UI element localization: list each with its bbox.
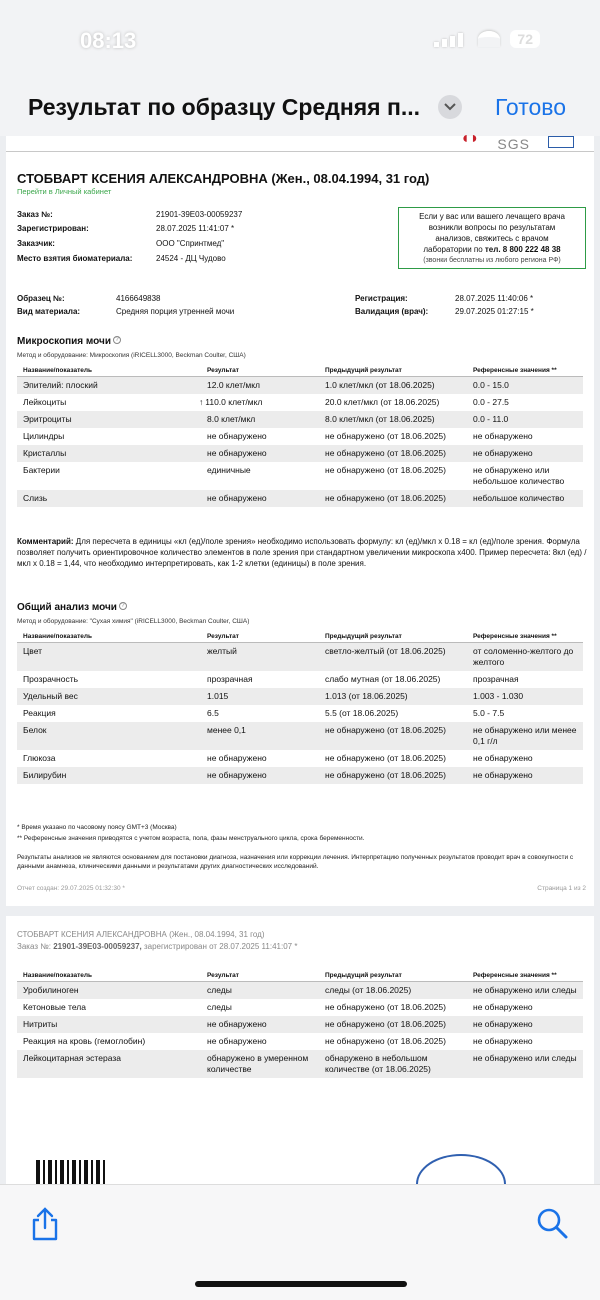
col-ref: Референсные значения ** xyxy=(467,970,583,982)
general-title-text: Общий анализ мочи xyxy=(17,602,117,613)
cell-ref xyxy=(467,750,583,767)
cell-text: 5.5 (от 18.06.2025) xyxy=(325,708,399,718)
cell-text: не обнаружено (от 18.06.2025) xyxy=(325,1036,446,1046)
cell-prev xyxy=(319,411,467,428)
cell-name xyxy=(17,688,201,705)
cell-text: не обнаружено или небольшое количество xyxy=(473,465,565,486)
cell-text: 1.015 xyxy=(207,691,229,701)
cell-ref xyxy=(467,1016,583,1033)
cell-name xyxy=(17,999,201,1016)
signal-icon xyxy=(434,31,468,47)
status-icons xyxy=(434,30,540,48)
cell-name xyxy=(17,462,201,490)
cell-text: от соломенно-желтого до желтого xyxy=(473,646,574,667)
cell-prev xyxy=(319,671,467,688)
cell-text: прозрачная xyxy=(207,674,253,684)
cell-prev xyxy=(319,1016,467,1033)
order-value: 21901-39E03-00059237 xyxy=(156,210,243,219)
cell-prev xyxy=(319,490,467,507)
registered-value: 28.07.2025 11:41:07 * xyxy=(156,224,235,233)
cell-prev xyxy=(319,688,467,705)
general-table xyxy=(17,631,583,784)
cell-text: не обнаружено xyxy=(207,770,267,780)
cell-text: 12.0 клет/мкл xyxy=(207,380,260,390)
table-row xyxy=(17,982,583,1000)
col-prev: Предыдущий результат xyxy=(319,631,467,643)
order-prefix: Заказ №: xyxy=(17,942,54,951)
cell-name xyxy=(17,750,201,767)
cell-text: Слизь xyxy=(23,493,48,503)
cell-text: 20.0 клет/мкл (от 18.06.2025) xyxy=(325,397,440,407)
info-line: анализов, свяжитесь с врачом xyxy=(435,234,549,243)
contact-info-box xyxy=(398,207,586,269)
info-text: лаборатории по xyxy=(423,245,485,254)
info-line: Если у вас или вашего лечащего врача xyxy=(419,212,565,221)
cell-text: Эпителий: плоский xyxy=(23,380,98,390)
cell-text: не обнаружено xyxy=(207,753,267,763)
cell-result xyxy=(201,643,319,672)
cell-text: не обнаружено или менее 0,1 г/л xyxy=(473,725,577,746)
cell-text: не обнаружено (от 18.06.2025) xyxy=(325,1002,446,1012)
col-name: Название/показатель xyxy=(17,970,201,982)
time-footnote: * Время указано по часовому поясу GMT+3 (Москва) xyxy=(17,824,177,831)
cell-text: небольшое количество xyxy=(473,493,565,503)
cell-ref xyxy=(467,671,583,688)
cell-text: не обнаружено (от 18.06.2025) xyxy=(325,770,446,780)
cell-result xyxy=(201,445,319,462)
cell-text: 1.003 - 1.030 xyxy=(473,691,524,701)
cell-text: не обнаружено (от 18.06.2025) xyxy=(325,1019,446,1029)
cell-ref xyxy=(467,1050,583,1078)
cell-text: Прозрачность xyxy=(23,674,79,684)
status-bar xyxy=(0,0,600,80)
customer-label: Заказчик: xyxy=(17,239,55,248)
cell-text: не обнаружено (от 18.06.2025) xyxy=(325,431,446,441)
cell-text: Белок xyxy=(23,725,47,735)
cell-prev xyxy=(319,705,467,722)
cell-name xyxy=(17,643,201,672)
chevron-down-icon[interactable] xyxy=(438,95,462,119)
table-row xyxy=(17,377,583,395)
cell-ref xyxy=(467,688,583,705)
arrow-up-icon: ↑ xyxy=(199,397,204,407)
cell-result xyxy=(201,490,319,507)
comment xyxy=(17,536,587,569)
sample-label: Образец №: xyxy=(17,294,65,303)
report-created: Отчет создан: 29.07.2025 01:32:30 * xyxy=(17,885,125,892)
col-result: Результат xyxy=(201,631,319,643)
cell-text: не обнаружено xyxy=(473,1002,533,1012)
table-row xyxy=(17,643,583,672)
info-line: возникли вопросы по результатам xyxy=(428,223,556,232)
cell-text: не обнаружено xyxy=(473,1019,533,1029)
table-row xyxy=(17,411,583,428)
cell-prev xyxy=(319,394,467,411)
micro-method: Метод и оборудование: Микроскопия (iRICELL3000, Beckman Coulter, США) xyxy=(17,352,246,359)
col-ref: Референсные значения ** xyxy=(467,365,583,377)
cell-text: Кетоновые тела xyxy=(23,1002,86,1012)
col-prev: Предыдущий результат xyxy=(319,970,467,982)
cell-text: 8.0 клет/мкл (от 18.06.2025) xyxy=(325,414,435,424)
qr-code xyxy=(36,1160,106,1184)
cell-ref xyxy=(467,411,583,428)
cell-result xyxy=(201,428,319,445)
cell-text: не обнаружено (от 18.06.2025) xyxy=(325,725,446,735)
cell-text: следы xyxy=(207,985,232,995)
cell-ref xyxy=(467,490,583,507)
document-page-2 xyxy=(6,916,594,1184)
cell-result xyxy=(201,767,319,784)
table-row xyxy=(17,688,583,705)
cell-name xyxy=(17,671,201,688)
cell-text: 6.5 xyxy=(207,708,219,718)
cell-text: не обнаружено xyxy=(473,753,533,763)
cell-text: светло-желтый (от 18.06.2025) xyxy=(325,646,446,656)
cell-result xyxy=(201,394,319,411)
cell-prev xyxy=(319,377,467,395)
cell-text: Уробилиноген xyxy=(23,985,79,995)
ref-footnote: ** Референсные значения приводятся с учетом возраста, пола, фазы менструального цикла, срока беременности. xyxy=(17,835,365,842)
search-icon[interactable] xyxy=(536,1207,568,1244)
order-suffix: зарегистрирован от 28.07.2025 11:41:07 * xyxy=(141,942,298,951)
cell-text: не обнаружено xyxy=(473,431,533,441)
micro-section-title xyxy=(17,336,121,347)
cell-text: не обнаружено (от 18.06.2025) xyxy=(325,448,446,458)
table-row xyxy=(17,705,583,722)
general-section-title xyxy=(17,602,127,613)
info-note: (звонки бесплатны из любого региона РФ) xyxy=(423,257,561,264)
cell-result xyxy=(201,705,319,722)
cell-text: не обнаружено (от 18.06.2025) xyxy=(325,753,446,763)
cell-text: Цвет xyxy=(23,646,43,656)
cell-ref xyxy=(467,722,583,750)
cell-name xyxy=(17,377,201,395)
cell-text: Лейкоцитарная эстераза xyxy=(23,1053,121,1063)
page2-table xyxy=(17,970,583,1078)
cell-text: Билирубин xyxy=(23,770,67,780)
cell-text: прозрачная xyxy=(473,674,519,684)
cell-text: следы xyxy=(207,1002,232,1012)
cell-text: 1.0 клет/мкл (от 18.06.2025) xyxy=(325,380,435,390)
document-title[interactable]: Результат по образцу Средняя п... xyxy=(28,94,421,120)
cell-name xyxy=(17,705,201,722)
cell-result xyxy=(201,1016,319,1033)
cell-text: 8.0 клет/мкл xyxy=(207,414,256,424)
page2-order xyxy=(17,942,297,951)
cell-ref xyxy=(467,705,583,722)
col-ref: Референсные значения ** xyxy=(467,631,583,643)
cell-text: Эритроциты xyxy=(23,414,72,424)
cell-text: Удельный вес xyxy=(23,691,78,701)
cell-ref xyxy=(467,377,583,395)
cell-ref xyxy=(467,394,583,411)
cell-prev xyxy=(319,750,467,767)
valid-label: Валидация (врач): xyxy=(355,307,429,316)
cell-text: не обнаружено или следы xyxy=(473,1053,577,1063)
cell-name xyxy=(17,982,201,1000)
cell-name xyxy=(17,1050,201,1078)
cell-text: 0.0 - 11.0 xyxy=(473,414,509,424)
table-row xyxy=(17,722,583,750)
patient-name: СТОБВАРТ КСЕНИЯ АЛЕКСАНДРОВНА (Жен., 08.04.1994, 31 год) xyxy=(17,171,430,186)
phone-number[interactable]: тел. 8 800 222 48 38 xyxy=(484,245,561,254)
table-row xyxy=(17,750,583,767)
general-method: Метод и оборудование: "Сухая химия" (iRICELL3000, Beckman Coulter, США) xyxy=(17,618,250,625)
order-number: 21901-39E03-00059237, xyxy=(53,942,142,951)
home-indicator[interactable] xyxy=(195,1281,407,1287)
cell-result xyxy=(201,411,319,428)
cell-prev xyxy=(319,722,467,750)
cell-text: Глюкоза xyxy=(23,753,56,763)
cell-text: 5.0 - 7.5 xyxy=(473,708,505,718)
cell-text: обнаружено в умеренном количестве xyxy=(207,1053,309,1074)
cell-name xyxy=(17,767,201,784)
table-row xyxy=(17,490,583,507)
col-prev: Предыдущий результат xyxy=(319,365,467,377)
page-number: Страница 1 из 2 xyxy=(537,885,586,892)
cell-prev xyxy=(319,428,467,445)
cell-result xyxy=(201,1033,319,1050)
cell-result xyxy=(201,982,319,1000)
cell-text: 0.0 - 27.5 xyxy=(473,397,509,407)
sgs-logo: SGS xyxy=(497,136,530,152)
customer-value: ООО "Спринтмед" xyxy=(156,239,225,248)
cell-text: не обнаружено xyxy=(207,1036,267,1046)
sample-value: 4166649838 xyxy=(116,294,161,303)
cell-text: не обнаружено xyxy=(207,431,267,441)
cell-result xyxy=(201,671,319,688)
cell-ref xyxy=(467,1033,583,1050)
cell-name xyxy=(17,428,201,445)
place-label: Место взятия биоматериала: xyxy=(17,254,133,263)
cell-text: 110.0 клет/мкл xyxy=(205,397,263,407)
cell-prev xyxy=(319,445,467,462)
cell-prev xyxy=(319,999,467,1016)
cell-text: единичные xyxy=(207,465,251,475)
clock: 08:13 xyxy=(80,28,137,53)
help-icon[interactable]: ? xyxy=(119,602,127,610)
title-bar xyxy=(0,80,600,136)
cell-text: менее 0,1 xyxy=(207,725,246,735)
divider xyxy=(6,151,594,152)
table-row xyxy=(17,428,583,445)
table-row xyxy=(17,671,583,688)
table-row xyxy=(17,394,583,411)
cell-text: не обнаружено (от 18.06.2025) xyxy=(325,493,446,503)
cell-text: не обнаружено xyxy=(207,1019,267,1029)
battery-icon: 72 xyxy=(510,30,540,48)
cell-text: Реакция xyxy=(23,708,56,718)
table-row xyxy=(17,462,583,490)
cell-prev xyxy=(319,1050,467,1078)
cell-result xyxy=(201,688,319,705)
cell-text: не обнаружено xyxy=(207,493,267,503)
cell-ref xyxy=(467,982,583,1000)
cell-text: Лейкоциты xyxy=(23,397,67,407)
cell-prev xyxy=(319,462,467,490)
col-name: Название/показатель xyxy=(17,631,201,643)
cell-text: Цилиндры xyxy=(23,431,65,441)
lab-logo: ◖◗ xyxy=(460,130,480,147)
cell-name xyxy=(17,445,201,462)
col-result: Результат xyxy=(201,365,319,377)
help-icon[interactable]: ? xyxy=(113,336,121,344)
cell-text: Бактерии xyxy=(23,465,60,475)
bottom-toolbar xyxy=(0,1184,600,1300)
order-label: Заказ №: xyxy=(17,210,53,219)
cell-text: обнаружено в небольшом количестве (от 18.06.2025) xyxy=(325,1053,431,1074)
cell-text: слабо мутная (от 18.06.2025) xyxy=(325,674,441,684)
col-result: Результат xyxy=(201,970,319,982)
disclaimer: Результаты анализов не являются основанием для постановки диагноза, назначения или коррекции лечения. Интерпретацию полученных результатов проводит врач в совокупности с данными анамнеза, клиническими данными и результатами других диагностических исследований. xyxy=(17,854,574,870)
cell-text: Нитриты xyxy=(23,1019,58,1029)
cell-text: не обнаружено xyxy=(473,448,533,458)
reg-label: Регистрация: xyxy=(355,294,408,303)
cell-name xyxy=(17,1033,201,1050)
cell-result xyxy=(201,1050,319,1078)
cell-result xyxy=(201,377,319,395)
cell-text: не обнаружено xyxy=(473,770,533,780)
cell-ref xyxy=(467,643,583,672)
cell-name xyxy=(17,722,201,750)
table-row xyxy=(17,1016,583,1033)
material-label: Вид материала: xyxy=(17,307,81,316)
table-row xyxy=(17,1050,583,1078)
cell-ref xyxy=(467,767,583,784)
cell-prev xyxy=(319,643,467,672)
cell-text: 0.0 - 15.0 xyxy=(473,380,509,390)
col-name: Название/показатель xyxy=(17,365,201,377)
cell-name xyxy=(17,394,204,411)
cell-ref xyxy=(467,428,583,445)
cell-text: не обнаружено или следы xyxy=(473,985,577,995)
valid-value: 29.07.2025 01:27:15 * xyxy=(455,307,534,316)
cell-result xyxy=(201,750,319,767)
cell-text: желтый xyxy=(207,646,237,656)
cell-ref xyxy=(467,999,583,1016)
cell-result xyxy=(201,999,319,1016)
share-icon[interactable] xyxy=(30,1207,60,1246)
cell-text: не обнаружено (от 18.06.2025) xyxy=(325,465,446,475)
done-button[interactable]: Готово xyxy=(495,94,567,120)
cell-name xyxy=(17,1016,201,1033)
cell-name xyxy=(17,490,201,507)
comment-text: Для пересчета в единицы «кл (ед)/поле зрения» необходимо использовать формулу: кл (ед)/мкл х 0.18 = кл (ед)/поле зрения. Формула позволяет получить ориентировочное количество элементов в поле зрения при стандартном увеличении микроскопа х400. Пример пересчета: 8кл (ед) /мкл х 0.18 = 1,44, что необходимо интерпретировать, как 1-2 клетки (единицы) в поле зрения. xyxy=(17,537,587,568)
registered-label: Зарегистрирован: xyxy=(17,224,89,233)
cell-text: не обнаружено xyxy=(207,448,267,458)
cell-result xyxy=(201,722,319,750)
page2-patient: СТОБВАРТ КСЕНИЯ АЛЕКСАНДРОВНА (Жен., 08.04.1994, 31 год) xyxy=(17,930,265,939)
cell-text: Реакция на кровь (гемоглобин) xyxy=(23,1036,146,1046)
info-line xyxy=(403,244,581,255)
cell-prev xyxy=(319,982,467,1000)
iso-badge xyxy=(548,136,574,148)
cell-prev xyxy=(319,767,467,784)
place-value: 24524 - ДЦ Чудово xyxy=(156,254,226,263)
wifi-icon xyxy=(478,31,500,47)
cell-ref xyxy=(467,462,583,490)
cell-prev xyxy=(319,1033,467,1050)
cabinet-link[interactable]: Перейти в Личный кабинет xyxy=(17,187,112,196)
cell-text: Кристаллы xyxy=(23,448,67,458)
cell-result xyxy=(201,462,319,490)
table-row xyxy=(17,1033,583,1050)
cell-ref xyxy=(467,445,583,462)
table-row xyxy=(17,445,583,462)
table-row xyxy=(17,767,583,784)
cell-text: не обнаружено xyxy=(473,1036,533,1046)
reg-value: 28.07.2025 11:40:06 * xyxy=(455,294,534,303)
micro-table xyxy=(17,365,583,507)
material-value: Средняя порция утренней мочи xyxy=(116,307,235,316)
micro-title-text: Микроскопия мочи xyxy=(17,336,111,347)
cell-name xyxy=(17,411,201,428)
comment-label: Комментарий: xyxy=(17,537,74,546)
cell-text: 1.013 (от 18.06.2025) xyxy=(325,691,408,701)
header-logos xyxy=(460,130,574,152)
table-row xyxy=(17,999,583,1016)
cell-text: следы (от 18.06.2025) xyxy=(325,985,412,995)
document-page-1 xyxy=(6,130,594,906)
